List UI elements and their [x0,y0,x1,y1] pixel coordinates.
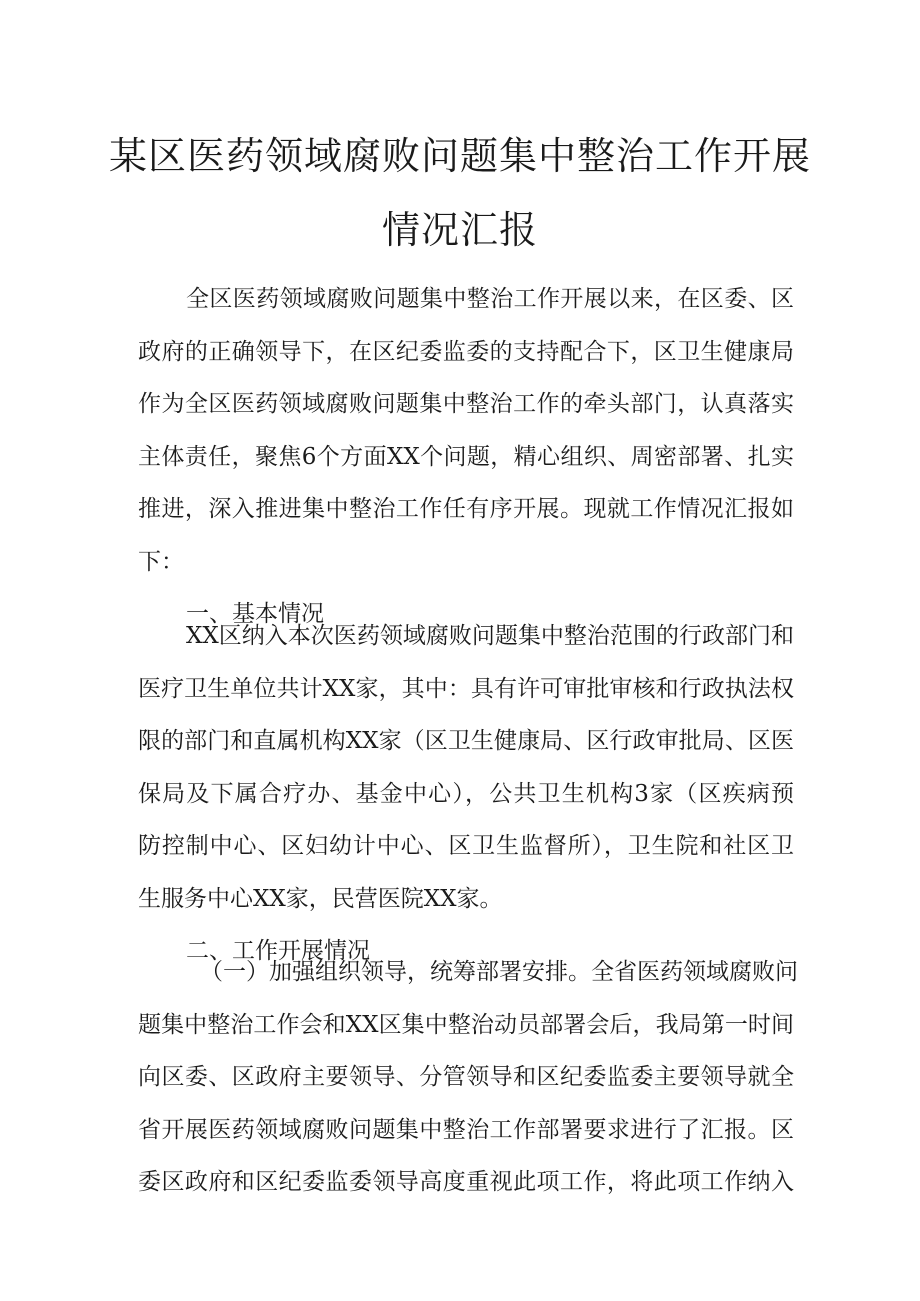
paragraph-line: 下： [138,548,184,575]
paragraph-line: 医疗卫生单位共计XX家，其中：具有许可审批审核和行政执法权 [138,675,794,702]
paragraph-line: 向区委、区政府主要领导、分管领导和区纪委监委主要领导就全 [138,1064,794,1090]
section-2-heading: 二、工作开展情况 [186,938,370,964]
paragraph-line: 省开展医药领域腐败问题集中整治工作部署要求进行了汇报。区 [138,1116,794,1143]
section-2-paragraph [138,946,798,1209]
section-1-heading: 一、基本情况 [186,601,324,627]
paragraph-line: 主体责任，聚焦6个方面XX个问题，精心组织、周密部署、扎实 [138,443,794,470]
document-title-line-2: 情况汇报 [381,208,538,252]
document-title-line-1: 某区医药领域腐败问题集中整治工作开展 [108,134,811,178]
paragraph-line: 政府的正确领导下，在区纪委监委的支持配合下，区卫生健康局 [138,338,794,365]
section-1-paragraph [138,610,794,925]
paragraph-line: 委区政府和区纪委监委领导高度重视此项工作，将此项工作纳入 [138,1169,794,1195]
paragraph-line: 全区医药领域腐败问题集中整治工作开展以来，在区委、区 [186,286,794,312]
paragraph-line: 生服务中心XX家，民营医院XX家。 [138,885,503,912]
paragraph-line: 题集中整治工作会和XX区集中整治动员部署会后，我局第一时间 [138,1011,794,1038]
paragraph-line: 保局及下属合疗办、基金中心），公共卫生机构3家（区疾病预 [138,780,794,807]
paragraph-line: 限的部门和直属机构XX家（区卫生健康局、区行政审批局、区医 [138,728,794,754]
paragraph-line: 作为全区医药领域腐败问题集中整治工作的牵头部门，认真落实 [138,391,794,417]
paragraph-line: XX区纳入本次医药领域腐败问题集中整治范围的行政部门和 [186,623,794,649]
paragraph-line: （一）加强组织领导，统筹部署安排。全省医药领域腐败问 [200,959,798,985]
paragraph-line: 防控制中心、区妇幼计中心、区卫生监督所），卫生院和社区卫 [138,833,794,859]
paragraph-line: 推进，深入推进集中整治工作任有序开展。现就工作情况汇报如 [138,496,794,522]
intro-paragraph [138,273,794,588]
